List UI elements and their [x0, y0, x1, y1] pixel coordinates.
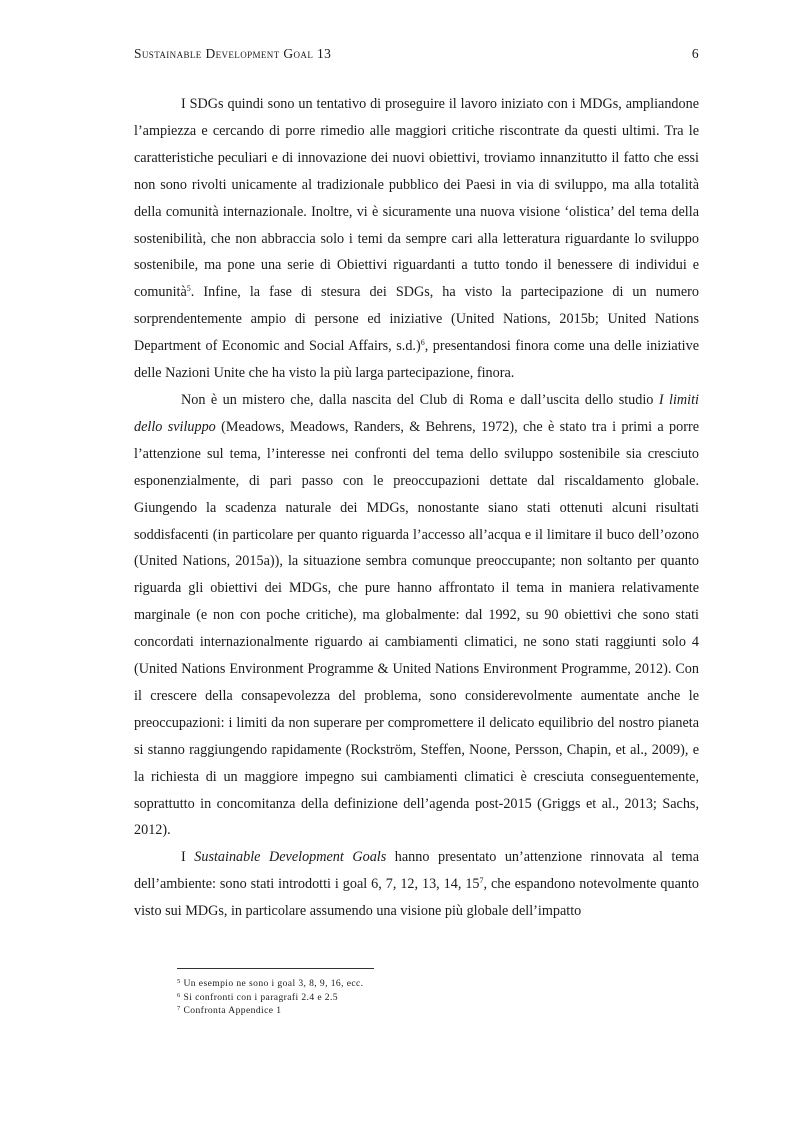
- body-text: [134, 91, 699, 925]
- footnote-number: 7: [177, 1005, 181, 1013]
- paragraph-text: I SDGs quindi sono un tentativo di proseguire il lavoro iniziato con i MDGs, ampliandone l’ampiezza e cercando di porre rimedio alle maggiori critiche riscontrate da questi ultimi. Tra le caratteristiche peculiari e di innovazione dei nuovi obiettivi, troviamo innanzitutto il fatto che essi non sono rivolti unicamente al tradizionale pubblico dei Paesi in via di sviluppo, ma alla totalità della comunità internazionale. Inoltre, vi è sicuramente una nuova visione ‘olistica’ del tema della sostenibilità, che non abbraccia solo i temi da sempre cari alla letteratura riguardante lo sviluppo sostenibile, ma pone una serie di Obiettivi riguardanti a tutto tondo il benessere di individui e comunità: [134, 96, 699, 301]
- footnote-ref-5[interactable]: 5: [186, 284, 191, 294]
- paragraph-3: [134, 844, 699, 925]
- footnote-number: 6: [177, 991, 181, 999]
- emphasized-term: Sustainable Development Goals: [194, 849, 387, 866]
- footnote-text: Si confronti con i paragrafi 2.4 e 2.5: [183, 991, 339, 1003]
- paragraph-text: . Infine, la fase di stesura dei SDGs, ha visto la partecipazione di un numero sorprendentemente ampio di persone ed iniziative (United Nations, 2015b; United Nations Department of Economic and Social Affairs, s.d.): [134, 284, 699, 355]
- paragraph-text: Non è un mistero che, dalla nascita del Club di Roma e dall’uscita dello studio: [181, 391, 659, 408]
- paragraph-text: , che espandono notevolmente quanto visto sui MDGs, in particolare assumendo una visione più globale dell’impatto: [134, 876, 700, 920]
- footnote-5: [177, 977, 677, 991]
- footnotes: [177, 977, 677, 1018]
- paragraph-text: (Meadows, Meadows, Randers, & Behrens, 1972), che è stato tra i primi a porre l’attenzione sul tema, l’interesse nei confronti del tema dello sviluppo sostenibile sia cresciuto esponenzialmente, di pari passo con le preoccupazioni dettate dal riscaldamento globale. Giungendo la scadenza naturale dei MDGs, nonostante siano stati ottenuti alcuni risultati soddisfacenti (in particolare per quanto riguarda l’accesso all’acqua e il limitare il buco dell’ozono (United Nations, 2015a)), la situazione sembra comunque preoccupante; non soltanto per quanto riguarda gli obiettivi dei MDGs, che pure hanno affrontato il tema in maniera relativamente marginale (e non con poche critiche), ma globalmente: dal 1992, su 90 obiettivi che sono stati concordati internazionalmente riguardo ai cambiamenti climatici, ne sono stati raggiunti solo 4 (United Nations Environment Programme & United Nations Environment Programme, 2012). Con il crescere della consapevolezza del problema, sono considerevolmente aumentate anche le preoccupazioni: i limiti da non superare per compromettere il delicato equilibrio del nostro pianeta si stanno raggiungendo rapidamente (Rockström, Steffen, Noone, Persson, Chapin, et al., 2009), e la richiesta di un maggiore impegno sui cambiamenti climatici è cresciuta conseguentemente, soprattutto in concomitanza della definizione dell’agenda post-2015 (Griggs et al., 2013; Sachs, 2012).: [134, 418, 699, 839]
- book-title: I limiti dello sviluppo: [134, 391, 699, 435]
- paragraph-1: [134, 91, 699, 387]
- paragraph-2: [134, 387, 699, 844]
- footnote-6: [177, 991, 677, 1005]
- running-title: Sustainable Development Goal 13: [134, 46, 332, 61]
- footnote-text: Un esempio ne sono i goal 3, 8, 9, 16, ecc.: [183, 978, 364, 989]
- running-header: [134, 46, 699, 66]
- footnote-number: 5: [177, 978, 181, 985]
- paragraph-text: I: [181, 849, 195, 866]
- footnote-ref-7[interactable]: 7: [479, 876, 484, 886]
- paragraph-text: hanno presentato un’attenzione rinnovata al tema dell’ambiente: sono stati introdotti i goal 6, 7, 12, 13, 14, 15: [134, 849, 699, 893]
- footnote-7: [177, 1004, 677, 1018]
- paragraph-text: , presentandosi finora come una delle iniziative delle Nazioni Unite che ha visto la più larga partecipazione, finora.: [134, 338, 699, 382]
- footnote-ref-6[interactable]: 6: [420, 338, 425, 348]
- footnote-text: Confronta Appendice 1: [183, 1005, 282, 1017]
- footnote-separator: [177, 968, 374, 969]
- page-number: 6: [691, 46, 699, 61]
